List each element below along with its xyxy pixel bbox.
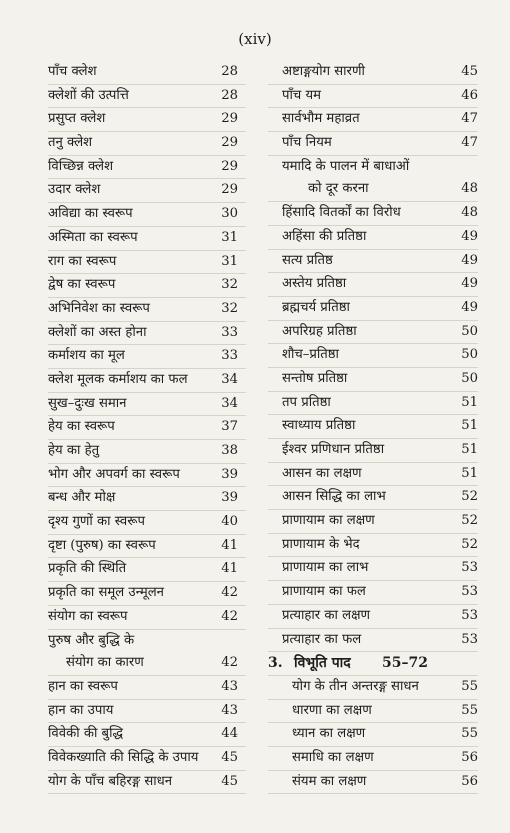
- toc-entry-title: योग के पाँच बहिरङ्ग साधन: [48, 773, 173, 789]
- toc-entry-page: 41: [221, 537, 238, 553]
- toc-entry-title: प्रत्याहार का फल: [282, 631, 362, 647]
- toc-entry-page: 50: [461, 370, 478, 386]
- toc-entry-page: 33: [221, 348, 238, 364]
- toc-entry: [268, 132, 478, 156]
- toc-entry-page: 48: [461, 205, 478, 221]
- toc-entry-title: द्वेष का स्वरूप: [48, 277, 116, 293]
- toc-entry: [268, 156, 478, 179]
- toc-entry-title: प्राणायाम का लाभ: [282, 560, 369, 576]
- toc-entry-title: को दूर करना: [308, 181, 369, 197]
- toc-entry-title: अष्टाङ्गयोग सारणी: [282, 64, 365, 79]
- toc-entry-title: अविद्या का स्वरूप: [48, 206, 133, 222]
- toc-entry-title: हिंसादि वितर्कों का विरोध: [282, 205, 401, 221]
- toc-entry: [48, 85, 246, 109]
- toc-entry: [48, 156, 246, 180]
- toc-entry-page: 34: [221, 395, 238, 411]
- toc-entry-title: आसन का लक्षण: [282, 465, 362, 481]
- toc-entry-title: पाँच नियम: [282, 135, 332, 151]
- toc-entry-title: समाधि का लक्षण: [292, 749, 374, 765]
- toc-entry-page: 49: [461, 276, 478, 292]
- toc-entry-title: ध्यान का लक्षण: [292, 726, 366, 742]
- toc-entry: [48, 771, 246, 795]
- toc-left-column: [48, 61, 246, 794]
- toc-entry-page: 51: [461, 418, 478, 434]
- toc-entry: [48, 298, 246, 322]
- toc-entry-page: 38: [221, 443, 238, 458]
- toc-entry-title: अभिनिवेश का स्वरूप: [48, 300, 150, 316]
- toc-entry: [48, 108, 246, 132]
- toc-entry-page: 42: [221, 608, 238, 624]
- toc-entry-title: सन्तोष प्रतिष्ठा: [282, 370, 348, 386]
- toc-entry: [48, 558, 246, 582]
- toc-entry-page: 53: [461, 560, 478, 576]
- toc-entry-title: अस्मिता का स्वरूप: [48, 229, 138, 245]
- toc-entry: [48, 487, 246, 511]
- toc-entry-title: पाँच यम: [282, 87, 322, 103]
- toc-entry-title: हान का स्वरूप: [48, 678, 118, 694]
- toc-entry: [268, 557, 478, 581]
- toc-entry-title: राग का स्वरूप: [48, 253, 117, 269]
- toc-entry-title: दृश्य गुणों का स्वरूप: [48, 514, 145, 530]
- toc-entry: [48, 582, 246, 606]
- toc-entry: [268, 723, 478, 747]
- toc-entry-title: प्राणायाम का लक्षण: [282, 513, 375, 529]
- toc-entry: [48, 251, 246, 275]
- chapter-pages: 55–72: [382, 655, 428, 672]
- toc-entry-title: प्रकृति का समूल उन्मूलन: [48, 585, 164, 601]
- toc-entry: [268, 344, 478, 368]
- toc-entry-page: 42: [221, 655, 238, 671]
- toc-entry: [48, 747, 246, 771]
- toc-entry-page: 51: [461, 442, 478, 457]
- toc-entry-title: विच्छिन्न क्लेश: [48, 158, 114, 174]
- toc-entry: [48, 535, 246, 559]
- toc-entry: [268, 676, 478, 700]
- toc-right-column: [268, 61, 478, 794]
- toc-entry-page: 52: [461, 489, 478, 505]
- toc-entry-page: 52: [461, 536, 478, 552]
- toc-entry-page: 53: [461, 631, 478, 647]
- toc-entry-title: प्रत्याहार का लक्षण: [282, 607, 371, 623]
- toc-entry: [268, 61, 478, 85]
- toc-entry: [48, 227, 246, 251]
- chapter-title: विभूति पाद: [294, 655, 351, 672]
- toc-entry-page: 28: [221, 87, 238, 103]
- toc-entry-page: 43: [221, 678, 238, 694]
- toc-entry-title: पुरुष और बुद्धि के: [48, 632, 135, 648]
- toc-entry: [48, 61, 246, 85]
- toc-entry: [268, 700, 478, 724]
- toc-entry: [268, 605, 478, 629]
- toc-entry-page: 32: [221, 277, 238, 293]
- toc-entry: [48, 132, 246, 156]
- toc-entry: [48, 676, 246, 700]
- toc-entry: [268, 297, 478, 321]
- toc-entry-page: 45: [221, 749, 238, 765]
- toc-entry-page: 52: [461, 513, 478, 529]
- toc-entry-title: धारणा का लक्षण: [292, 702, 372, 718]
- toc-entry-page: 28: [221, 64, 238, 79]
- toc-entry-title: संयम का लक्षण: [292, 773, 367, 789]
- toc-entry: [268, 629, 478, 653]
- toc-entry-title: प्रसुप्त क्लेश: [48, 111, 106, 127]
- toc-entry: [48, 369, 246, 393]
- toc-entry-title: कर्माशय का मूल: [48, 348, 125, 364]
- toc-entry: [48, 700, 246, 724]
- toc-entry: [268, 463, 478, 487]
- toc-entry-title: तनु क्लेश: [48, 135, 93, 151]
- toc-entry: [268, 250, 478, 274]
- toc-entry-title: अस्तेय प्रतिष्ठा: [282, 276, 347, 292]
- toc-entry: [268, 108, 478, 132]
- toc-entry-title: हान का उपाय: [48, 702, 114, 718]
- toc-entry-page: 51: [461, 465, 478, 481]
- toc-entry: [48, 440, 246, 464]
- toc-entry-page: 39: [221, 490, 238, 506]
- toc-entry-page: 55: [461, 726, 478, 742]
- toc-entry-title: संयोग का स्वरूप: [48, 608, 128, 624]
- toc-entry-page: 49: [461, 252, 478, 268]
- toc-entry-title: क्लेशों की उत्पत्ति: [48, 87, 129, 103]
- toc-entry-title: सुख–दुःख समान: [48, 395, 127, 411]
- toc-entry-page: 40: [221, 514, 238, 530]
- toc-entry-page: 33: [221, 324, 238, 340]
- toc-entry: [268, 178, 478, 202]
- toc-entry-title: ब्रह्मचर्य प्रतिष्ठा: [282, 299, 350, 315]
- toc-entry-title: स्वाध्याय प्रतिष्ठा: [282, 418, 356, 434]
- chapter-heading: [268, 652, 478, 676]
- toc-entry-page: 45: [461, 64, 478, 79]
- toc-entry: [48, 464, 246, 488]
- toc-entry: [48, 393, 246, 417]
- toc-entry: [48, 630, 246, 653]
- toc-entry: [268, 368, 478, 392]
- toc-entry-page: 45: [221, 773, 238, 789]
- toc-entry-title: आसन सिद्धि का लाभ: [282, 489, 386, 505]
- toc-entry-page: 30: [221, 206, 238, 222]
- toc-entry-page: 44: [221, 726, 238, 742]
- toc-entry-page: 49: [461, 228, 478, 244]
- toc-entry: [48, 345, 246, 369]
- toc-entry-page: 29: [221, 158, 238, 174]
- toc-entry-title: शौच–प्रतिष्ठा: [282, 347, 339, 363]
- toc-entry: [48, 723, 246, 747]
- toc-entry: [268, 415, 478, 439]
- toc-entry-page: 37: [221, 419, 238, 435]
- toc-entry: [48, 652, 246, 676]
- toc-entry-title: प्राणायाम के भेद: [282, 536, 360, 552]
- page-number: (xiv): [238, 30, 272, 48]
- toc-entry-page: 29: [221, 135, 238, 151]
- toc-entry-title: भोग और अपवर्ग का स्वरूप: [48, 466, 180, 482]
- chapter-number: 3.: [268, 655, 283, 672]
- toc-entry-page: 51: [461, 394, 478, 410]
- toc-entry-page: 29: [221, 111, 238, 127]
- toc-entry-title: हेय का हेतु: [48, 443, 100, 458]
- toc-entry-title: अपरिग्रह प्रतिष्ठा: [282, 323, 357, 339]
- toc-entry: [268, 534, 478, 558]
- toc-entry: [48, 322, 246, 346]
- toc-entry-title: दृष्टा (पुरुष) का स्वरूप: [48, 537, 156, 553]
- toc-entry-page: 31: [221, 253, 238, 269]
- toc-entry-title: क्लेश मूलक कर्माशय का फल: [48, 371, 188, 387]
- toc-entry: [268, 486, 478, 510]
- toc-entry-title: प्रकृति की स्थिति: [48, 561, 127, 577]
- toc-entry-page: 49: [461, 299, 478, 315]
- toc-entry-page: 55: [461, 702, 478, 718]
- toc-entry: [268, 439, 478, 463]
- toc-entry: [48, 203, 246, 227]
- toc-entry-title: उदार क्लेश: [48, 182, 101, 198]
- toc-entry-page: 50: [461, 323, 478, 339]
- toc-entry-title: सत्य प्रतिष्ठ: [282, 252, 333, 268]
- toc-entry-title: क्लेशों का अस्त होना: [48, 324, 147, 340]
- toc-entry-page: 47: [461, 111, 478, 127]
- toc-entry-title: यमादि के पालन में बाधाओं: [282, 158, 410, 174]
- toc-entry-title: हेय का स्वरूप: [48, 419, 115, 435]
- toc-entry-page: 56: [461, 773, 478, 789]
- toc-entry-page: 32: [221, 300, 238, 316]
- toc-entry: [268, 202, 478, 226]
- toc-entry-page: 34: [221, 371, 238, 387]
- toc-entry-page: 48: [461, 181, 478, 197]
- toc-entry: [48, 274, 246, 298]
- toc-entry-title: अहिंसा की प्रतिष्ठा: [282, 228, 367, 244]
- toc-entry: [268, 747, 478, 771]
- toc-entry: [268, 321, 478, 345]
- toc-entry-title: सार्वभौम महाव्रत: [282, 111, 360, 127]
- toc-entry-page: 31: [221, 229, 238, 245]
- toc-entry: [268, 771, 478, 795]
- toc-entry-page: 47: [461, 135, 478, 151]
- toc-entry-title: ईश्वर प्रणिधान प्रतिष्ठा: [282, 442, 385, 457]
- toc-entry: [268, 392, 478, 416]
- toc-entry-page: 29: [221, 182, 238, 198]
- toc-entry-page: 53: [461, 584, 478, 600]
- toc-entry-page: 46: [461, 87, 478, 103]
- toc-entry-title: बन्ध और मोक्ष: [48, 490, 116, 506]
- toc-entry-page: 43: [221, 702, 238, 718]
- toc-entry-page: 42: [221, 585, 238, 601]
- toc-entry-title: विवेकी की बुद्धि: [48, 726, 124, 742]
- toc-entry-title: विवेकख्याति की सिद्धि के उपाय: [48, 749, 199, 765]
- toc-entry: [268, 581, 478, 605]
- toc-entry-page: 53: [461, 607, 478, 623]
- toc-entry: [268, 85, 478, 109]
- toc-entry: [48, 511, 246, 535]
- toc-entry-page: 39: [221, 466, 238, 482]
- toc-entry: [48, 416, 246, 440]
- toc-entry: [268, 510, 478, 534]
- toc-entry-title: पाँच क्लेश: [48, 64, 97, 79]
- toc-entry-page: 55: [461, 678, 478, 694]
- toc-entry: [268, 226, 478, 250]
- toc-entry-title: संयोग का कारण: [66, 655, 144, 671]
- toc-entry-page: 50: [461, 347, 478, 363]
- toc-entry: [48, 179, 246, 203]
- toc-entry-title: योग के तीन अन्तरङ्ग साधन: [292, 678, 419, 694]
- toc-entry-page: 56: [461, 749, 478, 765]
- toc-entry-title: तप प्रतिष्ठा: [282, 394, 331, 410]
- toc-entry: [48, 606, 246, 630]
- toc-entry-page: 41: [221, 561, 238, 577]
- toc-entry: [268, 273, 478, 297]
- toc-entry-title: प्राणायाम का फल: [282, 584, 366, 600]
